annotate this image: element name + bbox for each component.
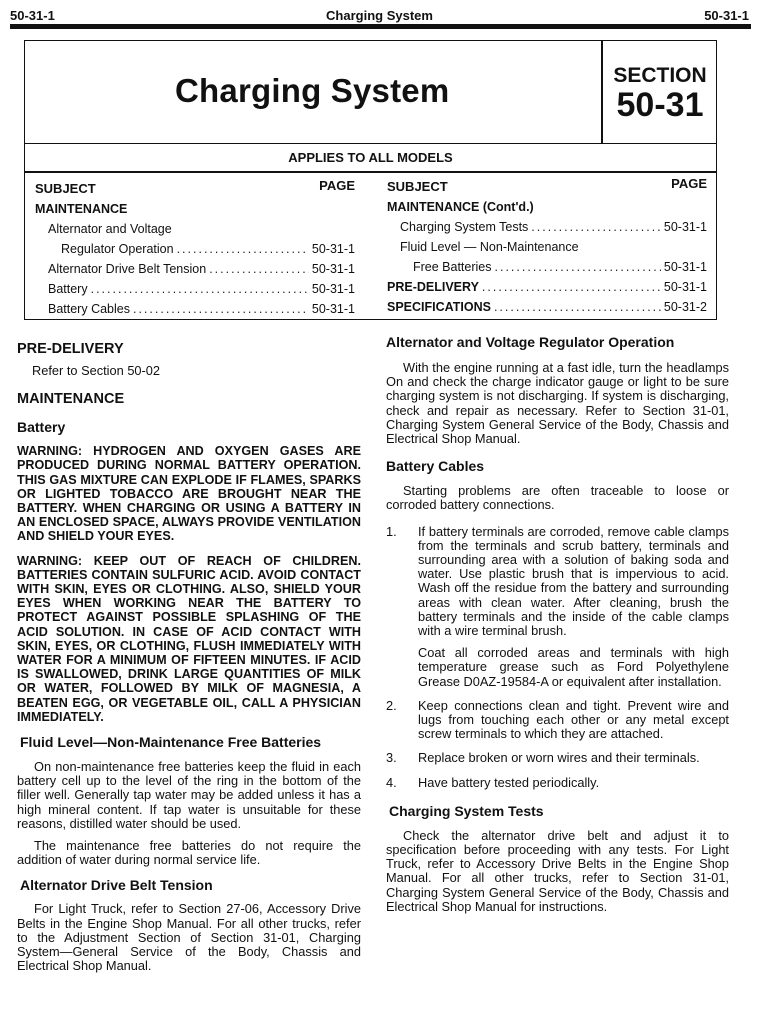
toc-subject-label: SUBJECT <box>387 179 448 194</box>
toc-entry-label: Alternator Drive Belt Tension <box>48 262 207 276</box>
toc-leader <box>494 300 661 314</box>
toc-entry-charging-tests <box>387 220 707 240</box>
battery-cables-list <box>386 525 729 790</box>
toc-entry-belt-tension <box>35 262 355 282</box>
toc-entry-free-batteries <box>387 260 707 280</box>
toc-entry-predelivery <box>387 280 707 300</box>
list-item <box>386 776 729 790</box>
section-number: 50-31 <box>616 86 704 124</box>
toc-entry-battery-cables <box>35 302 355 322</box>
list-item-number: 4. <box>386 774 397 790</box>
toc-entry-page: 50-31-1 <box>663 280 707 294</box>
toc-right-column <box>387 176 707 320</box>
toc-entry-page: 50-31-1 <box>311 282 355 296</box>
toc-entry-page: 50-31-1 <box>311 242 355 256</box>
right-body-column <box>386 334 729 914</box>
list-item-text: Have battery tested periodically. <box>418 774 600 790</box>
heading-alternator-operation: Alternator and Voltage Regulator Operation <box>386 334 675 350</box>
toc-leader <box>495 260 661 274</box>
toc-right-header <box>387 176 707 200</box>
toc-entry-label: Battery Cables <box>48 302 130 316</box>
page-title: Charging System <box>175 72 450 109</box>
header-rule <box>10 24 751 29</box>
list-item-text: Coat all corroded areas and terminals with high temperature grease such as Ford Polyethylene Grease D0AZ-19584-A or equivalent after installation. <box>418 645 729 689</box>
toc-entry-specifications <box>387 300 707 320</box>
heading-predelivery: PRE-DELIVERY <box>17 341 124 357</box>
toc-entry-regulator-operation <box>35 242 355 262</box>
toc-entry-page: 50-31-1 <box>311 302 355 316</box>
list-item-text: Replace broken or worn wires and their terminals. <box>418 750 700 766</box>
left-body-column <box>17 341 361 974</box>
applies-to: APPLIES TO ALL MODELS <box>288 150 453 165</box>
warning-hydrogen: WARNING: HYDROGEN AND OXYGEN GASES ARE PRODUCED DURING NORMAL BATTERY OPERATION. THIS GAS MIXTURE CAN EXPLODE IF FLAMES, SPARKS OR LIGHTED TOBACCO ARE BROUGHT NEAR THE BATTERY. WHEN CHARGING OR USING A BATTERY IN AN ENCLOSED SPACE, ALWAYS PROVIDE VENTILATION AND SHIELD YOUR EYES. <box>17 444 361 544</box>
toc-page-label: PAGE <box>671 176 707 191</box>
list-item-text: Keep connections clean and tight. Prevent wire and lugs from touching each other or any metal except screw terminals to which they are attached. <box>418 697 729 742</box>
toc-leader <box>531 220 661 234</box>
fluid-level-paragraph-1: On non-maintenance free batteries keep the fluid in each battery cell up to the level of the ring in the bottom of the filler well. Generally tap water may be added unless it has a high mineral content. If tap water is unsuitable for these reasons, distilled water should be used. <box>17 759 361 831</box>
list-item-number: 2. <box>386 697 397 713</box>
header-page-right: 50-31-1 <box>704 8 749 23</box>
toc-entry-fluid-level: Fluid Level — Non-Maintenance <box>400 240 579 254</box>
charging-tests-paragraph: Check the alternator drive belt and adjust it to specification before proceeding with any tests. For Light Truck, refer to Accessory Drive Belts in the Engine Shop Manual. For all other trucks, refer to Section 31-01, Charging System General Service of the Body, Chassis and Electrical Shop Manual for instructions. <box>386 827 729 914</box>
toc-leader <box>209 262 309 276</box>
list-item-text: If battery terminals are corroded, remove cable clamps from the terminals and scrub battery, terminals and surrounding area with a solution of baking soda and water. Use plastic brush that is impervious to acid. Wash off the residue from the battery and surrounding areas with clean water. After cleaning, brush the battery terminals and the inside of the cable clamps with a wire terminal brush. <box>418 523 729 639</box>
heading-fluid-level: Fluid Level—Non-Maintenance Free Batteries <box>20 734 322 751</box>
toc-leader <box>133 302 309 316</box>
toc-entry-page: 50-31-1 <box>311 262 355 276</box>
toc-leader <box>482 280 661 294</box>
toc-entry-maintenance: MAINTENANCE <box>35 202 128 216</box>
toc-entry-battery <box>35 282 355 302</box>
battery-cables-intro: Starting problems are often traceable to loose or corroded battery connections. <box>386 483 729 513</box>
toc-leader <box>91 282 309 296</box>
heading-battery: Battery <box>17 419 66 436</box>
predelivery-text: Refer to Section 50-02 <box>32 363 161 378</box>
toc-entry-label: Free Batteries <box>413 260 492 274</box>
fluid-level-paragraph-2: The maintenance free batteries do not require the addition of water during normal service life. <box>17 838 361 868</box>
toc-entry-alternator-voltage: Alternator and Voltage <box>48 222 172 236</box>
toc-leader <box>177 242 309 256</box>
toc-entry-label: SPECIFICATIONS <box>387 300 491 314</box>
toc-entry-label: Charging System Tests <box>400 220 529 234</box>
section-label: SECTION <box>613 64 707 87</box>
list-item <box>386 751 729 765</box>
alternator-operation-paragraph: With the engine running at a fast idle, turn the headlamps On and check the charge indicator gauge or light to be sure charging system is not discharging. If system is discharging, check and repair as necessary. Refer to Section 31-01, Charging System General Service of the Body, Chassis and Electrical Shop Manual. <box>386 360 729 447</box>
toc-page-label: PAGE <box>319 178 355 193</box>
toc-entry-page: 50-31-1 <box>663 220 707 234</box>
warning-acid: WARNING: KEEP OUT OF REACH OF CHILDREN. BATTERIES CONTAIN SULFURIC ACID. AVOID CONTACT WITH SKIN, EYES OR CLOTHING. ALSO, SHIELD YOUR EYES WHEN WORKING NEAR THE BATTERY TO PROTECT AGAINST POSSIBLE SPLASHING OF THE ACID SOLUTION. IN CASE OF ACID CONTACT WITH SKIN, EYES, OR CLOTHING, FLUSH IMMEDIATELY WITH WATER FOR A MINIMUM OF FIFTEEN MINUTES. IF ACID IS SWALLOWED, DRINK LARGE QUANTITIES OF MILK OR WATER, FOLLOWED BY MILK OF MAGNESIA, A BEATEN EGG, OR VEGETABLE OIL, CALL A PHYSICIAN IMMEDIATELY. <box>17 553 361 724</box>
header-page-left: 50-31-1 <box>10 8 55 23</box>
list-item <box>386 646 729 689</box>
toc-entry-label: Regulator Operation <box>61 242 174 256</box>
header-title: Charging System <box>326 8 433 23</box>
toc-subject-label: SUBJECT <box>35 181 96 196</box>
toc-entry-label: PRE-DELIVERY <box>387 280 479 294</box>
heading-battery-cables: Battery Cables <box>386 458 485 475</box>
toc-rule <box>24 171 717 173</box>
toc-entry-page: 50-31-2 <box>663 300 707 314</box>
list-item-number: 1. <box>386 523 397 539</box>
toc-entry-page: 50-31-1 <box>663 260 707 274</box>
heading-belt-tension: Alternator Drive Belt Tension <box>20 877 213 894</box>
list-item <box>386 699 729 742</box>
toc-entry-maintenance-contd: MAINTENANCE (Cont'd.) <box>387 200 534 214</box>
heading-maintenance: MAINTENANCE <box>17 391 125 408</box>
toc-left-header <box>35 178 355 202</box>
heading-charging-tests: Charging System Tests <box>389 802 544 819</box>
toc-left-column <box>35 178 355 322</box>
toc-entry-label: Battery <box>48 282 88 296</box>
list-item-number: 3. <box>386 750 397 766</box>
list-item <box>386 525 729 639</box>
belt-tension-paragraph: For Light Truck, refer to Section 27-06, Accessory Drive Belts in the Engine Shop Manual. For all other trucks, refer to the Adjustment Section of Section 31-01, Charging System—General Service of the Body, Chassis and Electrical Shop Manual. <box>17 901 361 974</box>
